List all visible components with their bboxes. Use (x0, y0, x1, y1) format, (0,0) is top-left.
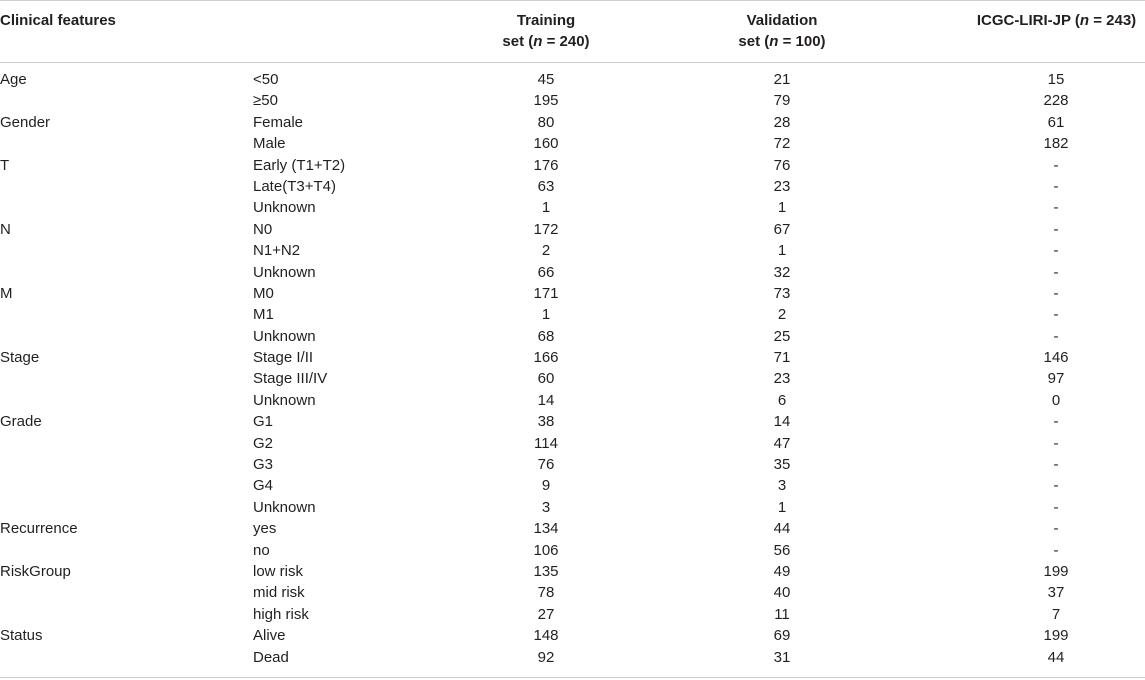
cell-training-count: 106 (533, 541, 559, 559)
cell-subgroup: G1 (253, 413, 274, 431)
table-row (0, 262, 1145, 283)
cell-icgc-count: - (1053, 434, 1059, 452)
table-row (0, 497, 1145, 518)
cell-icgc-count: - (1053, 456, 1059, 474)
cell-validation-count: 47 (773, 434, 791, 452)
table-row (0, 155, 1145, 176)
cell-training-count: 92 (537, 648, 555, 666)
table-row (0, 433, 1145, 454)
table-row (0, 390, 1145, 411)
table-row (0, 69, 1145, 90)
cell-subgroup: M1 (253, 306, 274, 324)
cell-icgc-count: 228 (1043, 92, 1069, 110)
cell-subgroup: Unknown (253, 498, 316, 516)
cell-subgroup: G3 (253, 456, 274, 474)
cell-icgc-count: - (1053, 477, 1059, 495)
cell-icgc-count: 61 (1047, 113, 1065, 131)
header-icgc-count: = 243) (1089, 12, 1137, 29)
cell-clinical-feature: Stage (0, 349, 40, 367)
cell-validation-count: 6 (777, 391, 787, 409)
cell-validation-count: 69 (773, 627, 791, 645)
table-row (0, 368, 1145, 389)
cell-subgroup: Dead (253, 648, 289, 666)
cell-training-count: 1 (541, 306, 551, 324)
cell-validation-count: 40 (773, 584, 791, 602)
table-row (0, 176, 1145, 197)
cell-validation-count: 72 (773, 135, 791, 153)
cell-icgc-count: - (1053, 306, 1059, 324)
header-validation-line2 (702, 31, 862, 52)
cell-subgroup: Unknown (253, 263, 316, 281)
cell-icgc-count: 0 (1051, 391, 1061, 409)
cell-validation-count: 3 (777, 477, 787, 495)
cell-icgc-count: - (1053, 156, 1059, 174)
table-row (0, 112, 1145, 133)
cell-validation-count: 1 (777, 199, 787, 217)
table-header-rule (0, 62, 1145, 63)
cell-subgroup: G2 (253, 434, 274, 452)
cell-training-count: 1 (541, 199, 551, 217)
cell-validation-count: 44 (773, 520, 791, 538)
header-validation-count: = 100) (778, 33, 826, 50)
table-row (0, 240, 1145, 261)
cell-training-count: 148 (533, 627, 559, 645)
cell-validation-count: 23 (773, 370, 791, 388)
cell-icgc-count: - (1053, 327, 1059, 345)
cell-training-count: 80 (537, 113, 555, 131)
cell-validation-count: 79 (773, 92, 791, 110)
cell-icgc-count: - (1053, 242, 1059, 260)
cell-icgc-count: - (1053, 177, 1059, 195)
header-icgc-n: n (1079, 12, 1090, 29)
cell-training-count: 45 (537, 71, 555, 88)
cell-subgroup: Stage III/IV (253, 370, 328, 388)
cell-clinical-feature: RiskGroup (0, 562, 71, 580)
cell-subgroup: N0 (253, 220, 273, 238)
cell-subgroup: Unknown (253, 199, 316, 217)
cell-validation-count: 56 (773, 541, 791, 559)
cell-subgroup: Late(T3+T4) (253, 177, 336, 195)
table-row (0, 90, 1145, 111)
cell-icgc-count: 37 (1047, 584, 1065, 602)
cell-validation-count: 35 (773, 456, 791, 474)
cell-clinical-feature: Recurrence (0, 520, 78, 538)
header-training-line1: Training (516, 12, 576, 29)
cell-icgc-count: 97 (1047, 370, 1065, 388)
cell-subgroup: Unknown (253, 391, 316, 409)
cell-icgc-count: - (1053, 498, 1059, 516)
cell-subgroup: Male (253, 135, 286, 153)
cell-validation-count: 32 (773, 263, 791, 281)
cell-training-count: 171 (533, 284, 559, 302)
cell-validation-count: 67 (773, 220, 791, 238)
table-row (0, 540, 1145, 561)
table-row (0, 197, 1145, 218)
cell-training-count: 27 (537, 605, 555, 623)
cell-training-count: 38 (537, 413, 555, 431)
header-training-prefix: set ( (502, 33, 534, 50)
cell-validation-count: 14 (773, 413, 791, 431)
cell-subgroup: yes (253, 520, 277, 538)
cell-subgroup: Early (T1+T2) (253, 156, 346, 174)
cell-clinical-feature: N (0, 220, 11, 238)
table-row (0, 604, 1145, 625)
cell-validation-count: 28 (773, 113, 791, 131)
table-row (0, 625, 1145, 646)
cell-subgroup: low risk (253, 562, 304, 580)
header-validation-line1: Validation (746, 12, 818, 29)
table-row (0, 133, 1145, 154)
header-validation-prefix: set ( (738, 33, 770, 50)
cell-subgroup: Unknown (253, 327, 316, 345)
cell-training-count: 135 (533, 562, 559, 580)
cell-icgc-count: 44 (1047, 648, 1065, 666)
cell-icgc-count: 199 (1043, 562, 1069, 580)
cell-icgc-count: - (1053, 520, 1059, 538)
cell-subgroup: M0 (253, 284, 274, 302)
table-row (0, 454, 1145, 475)
cell-validation-count: 25 (773, 327, 791, 345)
cell-subgroup: Female (253, 113, 304, 131)
table-header (0, 0, 1145, 62)
header-icgc-liri-jp (968, 10, 1145, 31)
cell-validation-count: 11 (774, 605, 790, 623)
cell-training-count: 14 (537, 391, 555, 409)
header-training-count: = 240) (542, 33, 590, 50)
cell-subgroup: high risk (253, 605, 309, 623)
cell-icgc-count: 15 (1047, 71, 1065, 88)
cell-validation-count: 1 (777, 242, 787, 260)
cell-training-count: 60 (537, 370, 555, 388)
table-row (0, 283, 1145, 304)
cell-clinical-feature: T (0, 156, 10, 174)
cell-training-count: 3 (541, 498, 551, 516)
cell-validation-count: 31 (773, 648, 791, 666)
cell-icgc-count: - (1053, 284, 1059, 302)
cell-training-count: 66 (537, 263, 555, 281)
cell-icgc-count: 7 (1051, 605, 1061, 623)
cell-icgc-count: - (1053, 541, 1059, 559)
cell-icgc-count: 199 (1043, 627, 1069, 645)
table-body (0, 69, 1145, 668)
cell-validation-count: 49 (773, 562, 791, 580)
cell-subgroup: N1+N2 (253, 242, 301, 260)
cell-subgroup: <50 (253, 71, 279, 88)
header-validation-set (702, 10, 862, 52)
cell-icgc-count: - (1053, 413, 1059, 431)
cell-validation-count: 2 (777, 306, 787, 324)
cell-clinical-feature: Grade (0, 413, 42, 431)
table-row (0, 561, 1145, 582)
cell-training-count: 166 (533, 349, 559, 367)
cell-icgc-count: 146 (1043, 349, 1069, 367)
cell-icgc-count: - (1053, 199, 1059, 217)
table-row (0, 647, 1145, 668)
cell-clinical-feature: M (0, 284, 13, 302)
cell-training-count: 172 (533, 220, 559, 238)
cell-training-count: 160 (533, 135, 559, 153)
cell-subgroup: ≥50 (253, 92, 278, 110)
cell-clinical-feature: Age (0, 71, 27, 88)
cell-subgroup: no (253, 541, 270, 559)
cell-validation-count: 23 (773, 177, 791, 195)
table-row (0, 582, 1145, 603)
cell-validation-count: 73 (773, 284, 791, 302)
cell-subgroup: G4 (253, 477, 274, 495)
cell-validation-count: 21 (773, 71, 791, 88)
cell-clinical-feature: Gender (0, 113, 51, 131)
header-training-line2 (466, 31, 626, 52)
cell-subgroup: Stage I/II (253, 349, 314, 367)
table-row (0, 411, 1145, 432)
cell-training-count: 114 (534, 434, 558, 452)
cell-training-count: 9 (541, 477, 551, 495)
header-training-set (466, 10, 626, 52)
cell-training-count: 68 (537, 327, 555, 345)
cell-training-count: 2 (541, 242, 551, 260)
header-validation-n: n (769, 33, 779, 50)
cell-validation-count: 76 (773, 156, 791, 174)
table-row (0, 326, 1145, 347)
cell-icgc-count: 182 (1043, 135, 1069, 153)
cell-training-count: 76 (537, 456, 555, 474)
table-row (0, 475, 1145, 496)
cell-training-count: 78 (537, 584, 555, 602)
table-row (0, 347, 1145, 368)
cell-validation-count: 71 (773, 349, 791, 367)
table-row (0, 219, 1145, 240)
cell-icgc-count: - (1053, 263, 1059, 281)
cell-subgroup: Alive (253, 627, 286, 645)
table-bottom-rule (0, 677, 1145, 678)
table-row (0, 304, 1145, 325)
cell-training-count: 176 (533, 156, 559, 174)
cell-subgroup: mid risk (253, 584, 305, 602)
cell-training-count: 63 (537, 177, 555, 195)
header-clinical-features: Clinical features (0, 12, 116, 29)
header-training-n: n (533, 33, 543, 50)
cell-training-count: 134 (533, 520, 559, 538)
table-row (0, 518, 1145, 539)
cell-clinical-feature: Status (0, 627, 43, 645)
cell-training-count: 195 (533, 92, 559, 110)
header-icgc-prefix: ICGC-LIRI-JP ( (976, 12, 1080, 29)
cell-validation-count: 1 (777, 498, 787, 516)
cell-icgc-count: - (1053, 220, 1059, 238)
